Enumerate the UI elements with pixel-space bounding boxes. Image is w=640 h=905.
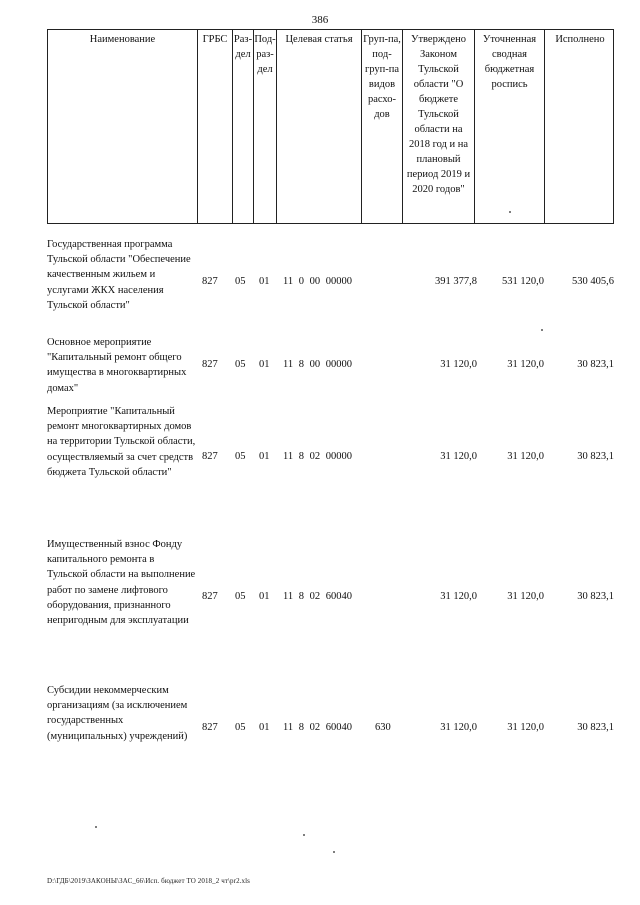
- row-razdel: 05: [235, 722, 246, 733]
- table-row: [47, 683, 614, 778]
- page-number: 386: [311, 14, 329, 26]
- row-grbs: 827: [202, 591, 218, 602]
- row-refined: 31 120,0: [507, 451, 544, 462]
- row-name: Основное мероприятие "Капитальный ремонт общего имущества в многоквартирных домах": [47, 337, 187, 394]
- row-name: Имущественный взнос Фонду капитального ремонта в Тульской области на выполнение работ по замене лифтового оборудования, признанного непригодным для эксплуатации: [47, 539, 196, 627]
- row-approved: 31 120,0: [440, 591, 477, 602]
- row-approved: 31 120,0: [440, 722, 477, 733]
- row-razdel: 05: [235, 276, 246, 287]
- header-podrazdel: Под-раз-дел: [254, 30, 277, 223]
- scan-speck: [95, 826, 97, 828]
- header-grbs: ГРБС: [198, 30, 233, 223]
- row-grbs: 827: [202, 276, 218, 287]
- table-row: [47, 404, 614, 514]
- header-executed: Исполнено: [555, 34, 605, 45]
- row-name: Государственная программа Тульской области "Обеспечение качественным жильем и услугами ЖКХ населения Тульской области": [47, 239, 191, 311]
- row-name: Мероприятие "Капитальный ремонт многоквартирных домов на территории Тульской области, осуществляемый за счет средств бюджета Тульской области": [47, 406, 196, 478]
- row-refined: 531 120,0: [502, 276, 544, 287]
- scan-speck: [333, 851, 335, 853]
- row-podrazdel: 01: [259, 722, 270, 733]
- table-header: [47, 29, 614, 224]
- table-row: [47, 335, 614, 397]
- row-approved: 31 120,0: [440, 359, 477, 370]
- row-podrazdel: 01: [259, 359, 270, 370]
- header-approved: Утверждено Законом Тульской области "О бюджете Тульской области на 2018 год и на плановый период 2019 и 2020 годов": [403, 30, 475, 223]
- row-target: 11 8 02 00000: [283, 451, 352, 462]
- row-grbs: 827: [202, 359, 218, 370]
- scan-speck: [541, 329, 543, 331]
- row-approved: 31 120,0: [440, 451, 477, 462]
- row-podrazdel: 01: [259, 451, 270, 462]
- row-executed: 30 823,1: [577, 591, 614, 602]
- row-approved: 391 377,8: [435, 276, 477, 287]
- row-grbs: 827: [202, 722, 218, 733]
- row-refined: 31 120,0: [507, 359, 544, 370]
- table-row: [47, 537, 614, 662]
- row-target: 11 0 00 00000: [283, 276, 352, 287]
- row-grbs: 827: [202, 451, 218, 462]
- row-target: 11 8 00 00000: [283, 359, 352, 370]
- file-path-footer: D:\ГДБ\2019\ЗАКОНЫ\ЗАС_66\Исп. бюджет ТО 2018_2 чт\pr2.xls: [47, 877, 250, 885]
- row-target: 11 8 02 60040: [283, 591, 352, 602]
- header-refined: Уточненная сводная бюджетная роспись: [475, 30, 545, 223]
- row-refined: 31 120,0: [507, 722, 544, 733]
- table-row: [47, 237, 614, 327]
- row-refined: 31 120,0: [507, 591, 544, 602]
- row-group: 630: [375, 722, 391, 733]
- row-target: 11 8 02 60040: [283, 722, 352, 733]
- row-razdel: 05: [235, 451, 246, 462]
- row-name: Субсидии некоммерческим организациям (за исключением государственных (муниципальных) учреждений): [47, 685, 188, 742]
- row-podrazdel: 01: [259, 591, 270, 602]
- header-group: Груп-па, под-груп-па видов расхо-дов: [362, 30, 403, 223]
- scan-speck: [509, 211, 511, 213]
- row-razdel: 05: [235, 591, 246, 602]
- row-executed: 530 405,6: [572, 276, 614, 287]
- header-target: Целевая статья: [277, 30, 362, 223]
- row-executed: 30 823,1: [577, 451, 614, 462]
- row-razdel: 05: [235, 359, 246, 370]
- header-name: Наименование: [48, 30, 198, 223]
- scan-speck: [303, 834, 305, 836]
- row-executed: 30 823,1: [577, 722, 614, 733]
- row-executed: 30 823,1: [577, 359, 614, 370]
- header-razdel: Раз-дел: [233, 30, 254, 223]
- row-podrazdel: 01: [259, 276, 270, 287]
